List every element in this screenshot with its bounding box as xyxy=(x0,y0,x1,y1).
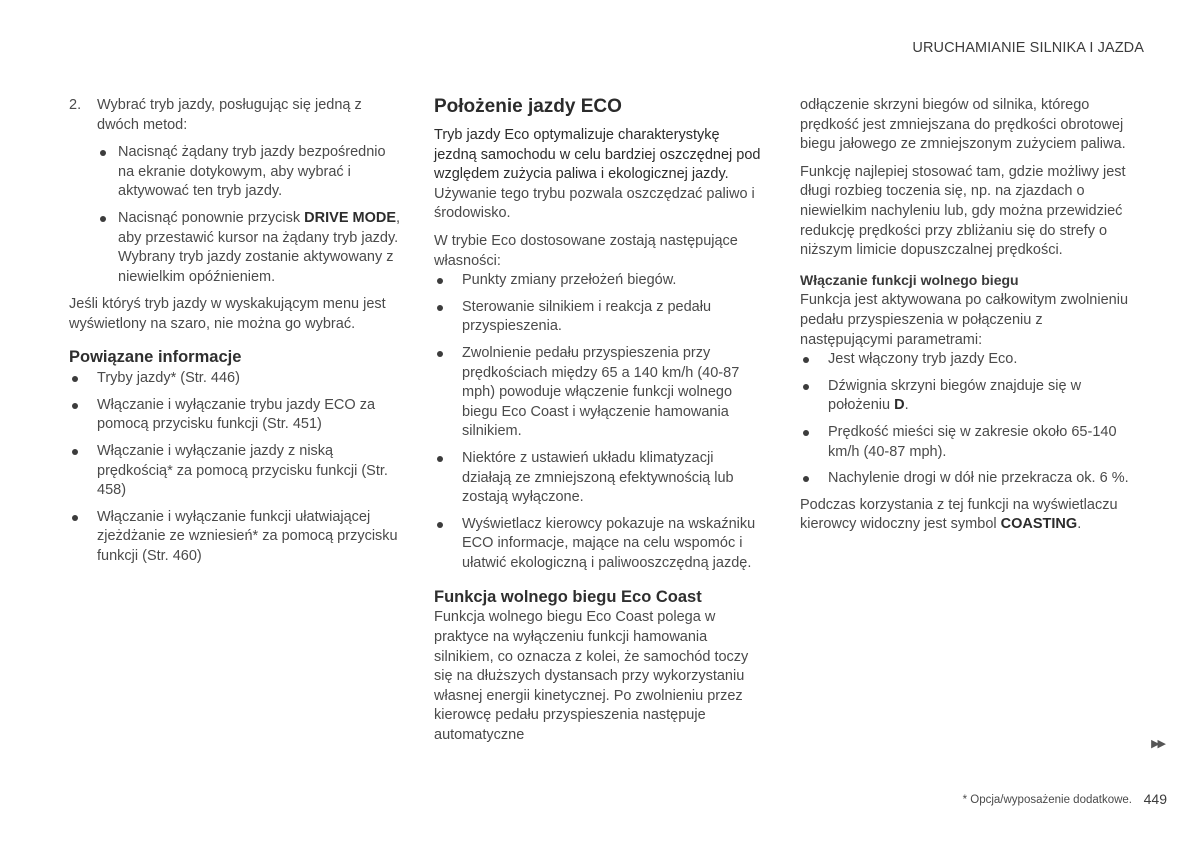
subsection-heading: Włączanie funkcji wolnego biegu xyxy=(800,271,1019,288)
list-item: Nachylenie drogi w dół nie przekracza ok. 6 %. xyxy=(800,469,1130,489)
lead-paragraph: Tryb jazdy Eco optymalizuje charakterystykę jezdną samochodu w celu bardziej oszczędnej pod względem zużycia paliwa i ekologicznej jazdy. xyxy=(434,127,761,183)
coasting-keyword: COASTING xyxy=(1000,516,1078,533)
column-right xyxy=(800,96,1130,535)
related-info-heading: Powiązane informacje xyxy=(69,347,242,366)
paragraph-text: . xyxy=(1077,516,1082,533)
list-item-text: Dźwignia skrzyni biegów znajduje się w położeniu xyxy=(828,377,1082,414)
related-link[interactable]: Włączanie i wyłączanie funkcji ułatwiającej zjeżdżanie ze wzniesień* za pomocą przycisku funkcji (Str. 460) xyxy=(69,508,401,567)
numbered-step xyxy=(69,96,401,135)
paragraph xyxy=(800,496,1130,535)
column-left xyxy=(69,96,401,573)
footnote: * Opcja/wyposażenie dodatkowe. xyxy=(962,794,1132,806)
eco-properties-list xyxy=(434,271,766,573)
related-link[interactable]: Tryby jazdy* (Str. 446) xyxy=(69,369,401,389)
paragraph: Funkcję najlepiej stosować tam, gdzie możliwy jest długi rozbieg toczenia się, np. na zjazdach o niewielkim nachyleniu lub, gdy można przewidzieć redukcję prędkości przy zbliżaniu się do strefy o niższym limicie dopuszczalnej prędkości. xyxy=(800,163,1126,259)
paragraph-text: Podczas korzystania z tej funkcji na wyświetlaczu kierowcy widoczny jest symbol xyxy=(800,496,1118,533)
paragraph: Funkcja jest aktywowana po całkowitym zwolnieniu pedału przyspieszenia w połączeniu z następującymi parametrami: xyxy=(800,292,1129,348)
list-item: Prędkość mieści się w zakresie około 65-140 km/h (40-87 mph). xyxy=(800,423,1130,462)
paragraph: Funkcja wolnego biegu Eco Coast polega w praktyce na wyłączeniu funkcji hamowania silnikiem, co oznacza z kolei, że samochód toczy się na dłuższych dystansach przy wykorzystaniu własnej energii kinetycznej. Po zwolnieniu przez kierowcę pedału przyspieszenia następuje automatyczne xyxy=(434,609,749,744)
column-middle xyxy=(434,96,766,746)
page-number: 449 xyxy=(1143,791,1167,807)
list-item: Zwolnienie pedału przyspieszenia przy prędkościach między 65 a 140 km/h (40-87 mph) powoduje włączenie funkcji wolnego biegu Eco Coast i wyłączenie hamowania silnikiem. xyxy=(434,344,766,442)
coasting-conditions-list xyxy=(800,350,1130,489)
list-item-text: . xyxy=(904,397,909,414)
step-text: Wybrać tryb jazdy, posługując się jedną z dwóch metod: xyxy=(97,97,362,133)
paragraph: odłączenie skrzyni biegów od silnika, którego prędkość jest zmniejszana do prędkości obrotowej biegu jałowego ze zmniejszonym zużyciem paliwa. xyxy=(800,97,1126,153)
list-item: Wyświetlacz kierowcy pokazuje na wskaźniku ECO informacje, mające na celu wspomóc i ułatwić ekologiczną i paliwooszczędną jazdę. xyxy=(434,515,766,574)
list-item: Niektóre z ustawień układu klimatyzacji działają ze zmniejszoną efektywnością lub zostają wyłączone. xyxy=(434,449,766,508)
step-number: 2. xyxy=(69,97,82,113)
running-header: URUCHAMIANIE SILNIKA I JAZDA xyxy=(912,40,1144,56)
list-item xyxy=(800,377,1130,416)
sub-item-text: , aby przestawić kursor na żądany tryb jazdy. Wybrany tryb jazdy zostanie aktywowany z niewielkim opóźnieniem. xyxy=(118,209,401,285)
drive-mode-keyword: DRIVE MODE xyxy=(304,209,397,226)
step-sub-list xyxy=(97,143,401,287)
related-link[interactable]: Włączanie i wyłączanie trybu jazdy ECO za pomocą przycisku funkcji (Str. 451) xyxy=(69,396,401,435)
section-heading: Położenie jazdy ECO xyxy=(434,96,622,117)
related-links-list xyxy=(69,369,401,566)
gear-d-keyword: D xyxy=(894,397,905,414)
list-item: Punkty zmiany przełożeń biegów. xyxy=(434,271,766,291)
list-item: Jest włączony tryb jazdy Eco. xyxy=(800,350,1130,370)
sub-item-text: Nacisnąć ponownie przycisk xyxy=(118,209,305,226)
related-link[interactable]: Włączanie i wyłączanie jazdy z niską prędkością* za pomocą przycisku funkcji (Str. 458) xyxy=(69,442,401,501)
sub-list-item: Nacisnąć żądany tryb jazdy bezpośrednio na ekranie dotykowym, aby wybrać i aktywować ten tryb jazdy. xyxy=(97,143,401,202)
sub-list-item xyxy=(97,209,401,287)
next-page-icon: ▶▶ xyxy=(1151,738,1164,750)
list-item: Sterowanie silnikiem i reakcja z pedału przyspieszenia. xyxy=(434,298,766,337)
paragraph-disabled-mode: Jeśli któryś tryb jazdy w wyskakującym menu jest wyświetlony na szaro, nie można go wybrać. xyxy=(69,296,386,332)
paragraph: Używanie tego trybu pozwala oszczędzać paliwo i środowisko. xyxy=(434,185,755,222)
subsection-heading: Funkcja wolnego biegu Eco Coast xyxy=(434,588,702,607)
paragraph: W trybie Eco dostosowane zostają następujące własności: xyxy=(434,232,738,269)
